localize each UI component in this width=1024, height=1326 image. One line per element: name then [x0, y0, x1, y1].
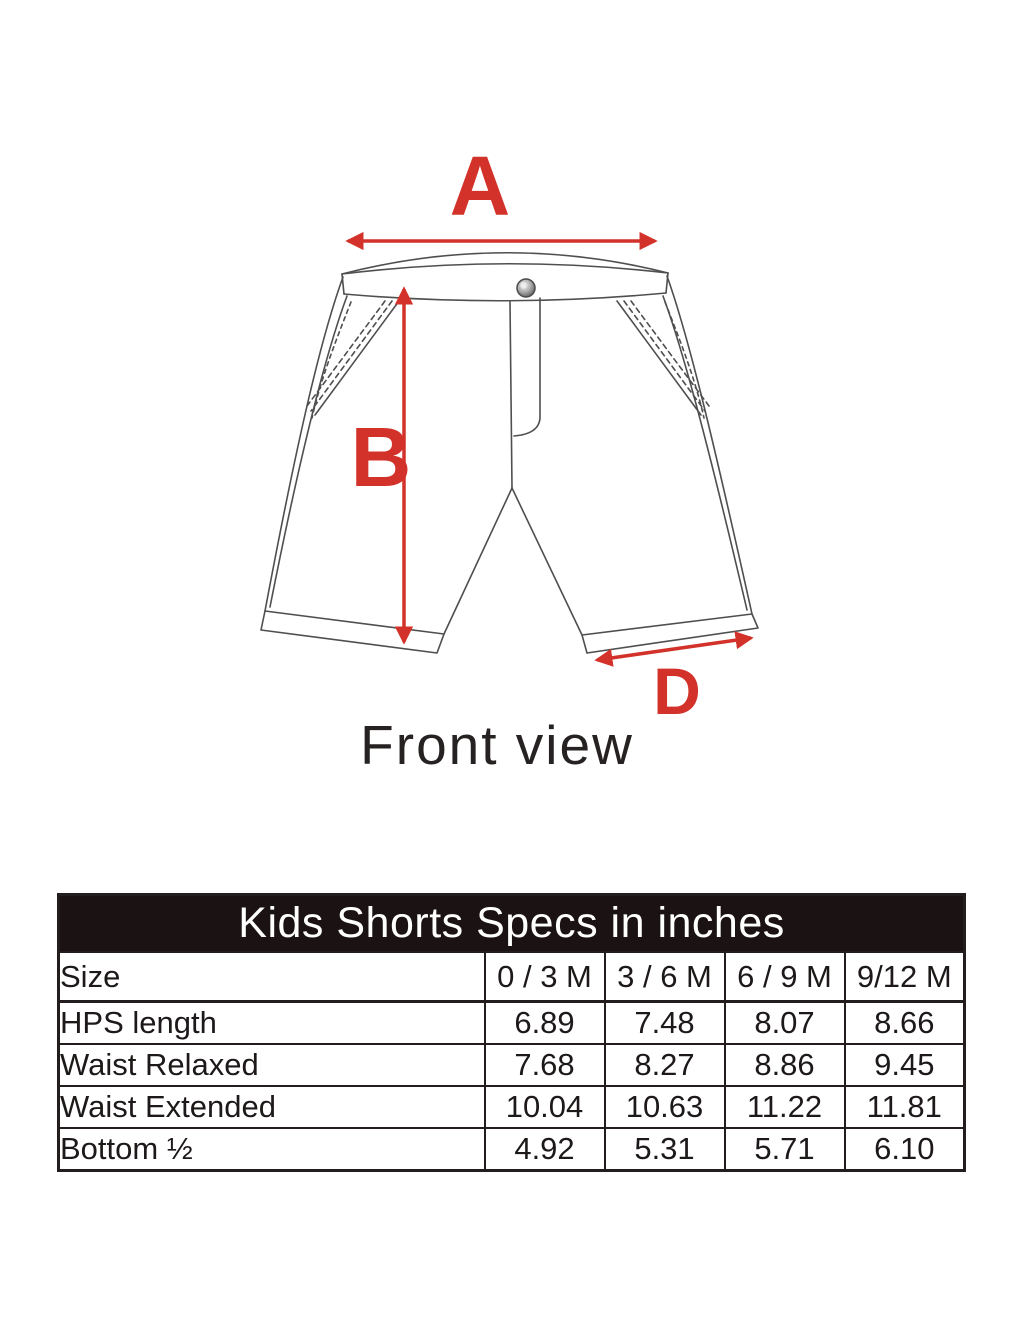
cell-value: 11.22: [725, 1086, 845, 1128]
waistband-front-rim: [342, 264, 668, 274]
size-col-header-3: 9/12 M: [845, 952, 965, 1002]
right-hem-band: [582, 614, 758, 653]
waistband-bottom-seam: [344, 293, 666, 301]
spec-row-waist-relaxed: [59, 1044, 965, 1086]
cell-value: 8.66: [845, 1002, 965, 1045]
table-title-row: [59, 895, 965, 953]
cell-value: 6.10: [845, 1128, 965, 1171]
cell-value: 5.71: [725, 1128, 845, 1171]
row-label: Waist Extended: [59, 1086, 485, 1128]
size-col-header-1: 3 / 6 M: [605, 952, 725, 1002]
row-label: Bottom ½: [59, 1128, 485, 1171]
right-pocket-opening: [617, 301, 701, 415]
cell-value: 6.89: [485, 1002, 605, 1045]
left-pocket-stitch-2: [311, 301, 392, 411]
dimension-label-b: B: [350, 410, 412, 504]
cell-value: 8.07: [725, 1002, 845, 1045]
figure-caption: Front view: [360, 714, 634, 776]
right-side-seam-inner: [663, 296, 747, 610]
cell-value: 7.48: [605, 1002, 725, 1045]
cell-value: 10.04: [485, 1086, 605, 1128]
size-col-header-0: 0 / 3 M: [485, 952, 605, 1002]
size-header-row: [59, 952, 965, 1002]
size-row-label: Size: [59, 952, 485, 1002]
right-inseam: [512, 488, 582, 635]
fly-placket: [514, 298, 540, 436]
right-side-seam-outer: [667, 276, 752, 614]
table-title: Kids Shorts Specs in inches: [59, 895, 965, 953]
cell-value: 7.68: [485, 1044, 605, 1086]
spec-row-bottom-half: [59, 1128, 965, 1171]
dimension-label-a: A: [449, 139, 511, 233]
size-col-header-2: 6 / 9 M: [725, 952, 845, 1002]
center-front-line: [510, 302, 512, 488]
spec-row-waist-extended: [59, 1086, 965, 1128]
dimension-annotations: [348, 139, 751, 728]
cell-value: 11.81: [845, 1086, 965, 1128]
cell-value: 4.92: [485, 1128, 605, 1171]
specs-table: [57, 893, 966, 1172]
snap-button-icon: [517, 279, 535, 297]
cell-value: 5.31: [605, 1128, 725, 1171]
left-hem-band: [261, 611, 444, 653]
left-side-seam-outer: [265, 277, 343, 611]
row-label: Waist Relaxed: [59, 1044, 485, 1086]
specs-table-section: [57, 893, 965, 1172]
cell-value: 10.63: [605, 1086, 725, 1128]
cell-value: 8.27: [605, 1044, 725, 1086]
cell-value: 9.45: [845, 1044, 965, 1086]
dimension-label-d: D: [653, 654, 701, 728]
spec-row-hps-length: [59, 1002, 965, 1045]
left-pocket-stitch-1: [307, 301, 385, 406]
cell-value: 8.86: [725, 1044, 845, 1086]
row-label: HPS length: [59, 1002, 485, 1045]
left-inseam: [444, 488, 512, 634]
shorts-outline: [261, 253, 758, 653]
